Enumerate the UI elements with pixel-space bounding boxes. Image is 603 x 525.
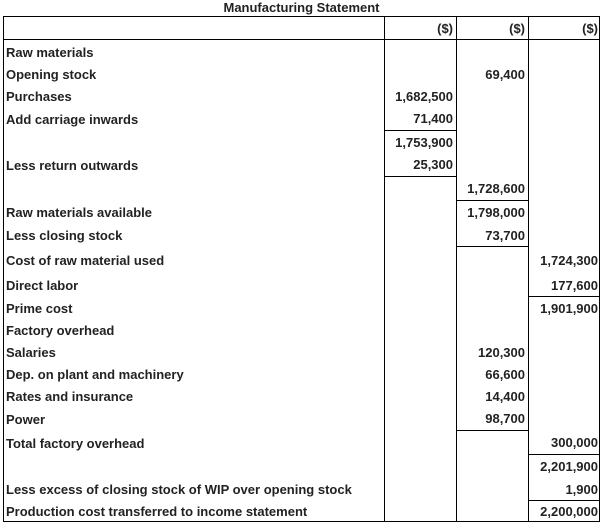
col2-value: 1,798,000 xyxy=(467,205,525,220)
col2-value: 73,700 xyxy=(485,228,525,243)
row-label: Rates and insurance xyxy=(6,389,134,404)
row-label: Raw materials available xyxy=(6,205,152,220)
col3-value: 300,000 xyxy=(551,435,598,450)
header-divider xyxy=(4,39,599,40)
col3-total: 2,200,000 xyxy=(540,504,598,519)
row-label: Production cost transferred to income statement xyxy=(6,504,308,519)
row-label: Less excess of closing stock of WIP over opening stock xyxy=(6,482,352,497)
subtotal-rule xyxy=(456,200,528,201)
col1-value: 1,682,500 xyxy=(395,89,453,104)
row-label: Purchases xyxy=(6,89,72,104)
col3-subtotal: 2,201,900 xyxy=(540,459,598,474)
subtotal-rule xyxy=(528,454,600,455)
col1-value: 71,400 xyxy=(413,111,453,126)
col2-value: 66,600 xyxy=(485,367,525,382)
col2-value: 98,700 xyxy=(485,411,525,426)
row-label: Less closing stock xyxy=(6,228,123,243)
row-label: Dep. on plant and machinery xyxy=(6,367,184,382)
col3-value: 1,724,300 xyxy=(540,253,598,268)
manufacturing-statement-table xyxy=(3,16,600,522)
col2-value: 69,400 xyxy=(485,67,525,82)
row-label: Direct labor xyxy=(6,278,79,293)
col3-value: 1,901,900 xyxy=(540,301,598,316)
col2-value: 14,400 xyxy=(485,389,525,404)
column-header-2: ($) xyxy=(509,21,525,36)
col3-value: 1,900 xyxy=(565,482,598,497)
column-header-1: ($) xyxy=(437,21,453,36)
row-label: Salaries xyxy=(6,345,56,360)
subtotal-rule xyxy=(528,296,600,297)
column-header-3: ($) xyxy=(582,21,598,36)
row-label: Total factory overhead xyxy=(6,436,145,451)
row-label: Power xyxy=(6,412,46,427)
col2-value: 1,728,600 xyxy=(467,181,525,196)
subtotal-rule xyxy=(528,500,600,501)
row-label: Add carriage inwards xyxy=(6,112,139,127)
row-label: Prime cost xyxy=(6,301,73,316)
column-divider-2 xyxy=(456,17,457,521)
row-label: Less return outwards xyxy=(6,158,139,173)
col1-subtotal: 1,753,900 xyxy=(395,135,453,150)
subtotal-rule xyxy=(456,430,528,431)
row-label: Factory overhead xyxy=(6,323,115,338)
subtotal-rule xyxy=(384,176,456,177)
row-label: Raw materials xyxy=(6,45,94,60)
row-label: Opening stock xyxy=(6,67,97,82)
col1-value: 25,300 xyxy=(413,157,453,172)
col2-value: 120,300 xyxy=(478,345,525,360)
subtotal-rule xyxy=(384,130,456,131)
subtotal-rule xyxy=(456,246,528,247)
row-label: Cost of raw material used xyxy=(6,253,165,268)
statement-title: Manufacturing Statement xyxy=(223,0,380,15)
col3-value: 177,600 xyxy=(551,278,598,293)
